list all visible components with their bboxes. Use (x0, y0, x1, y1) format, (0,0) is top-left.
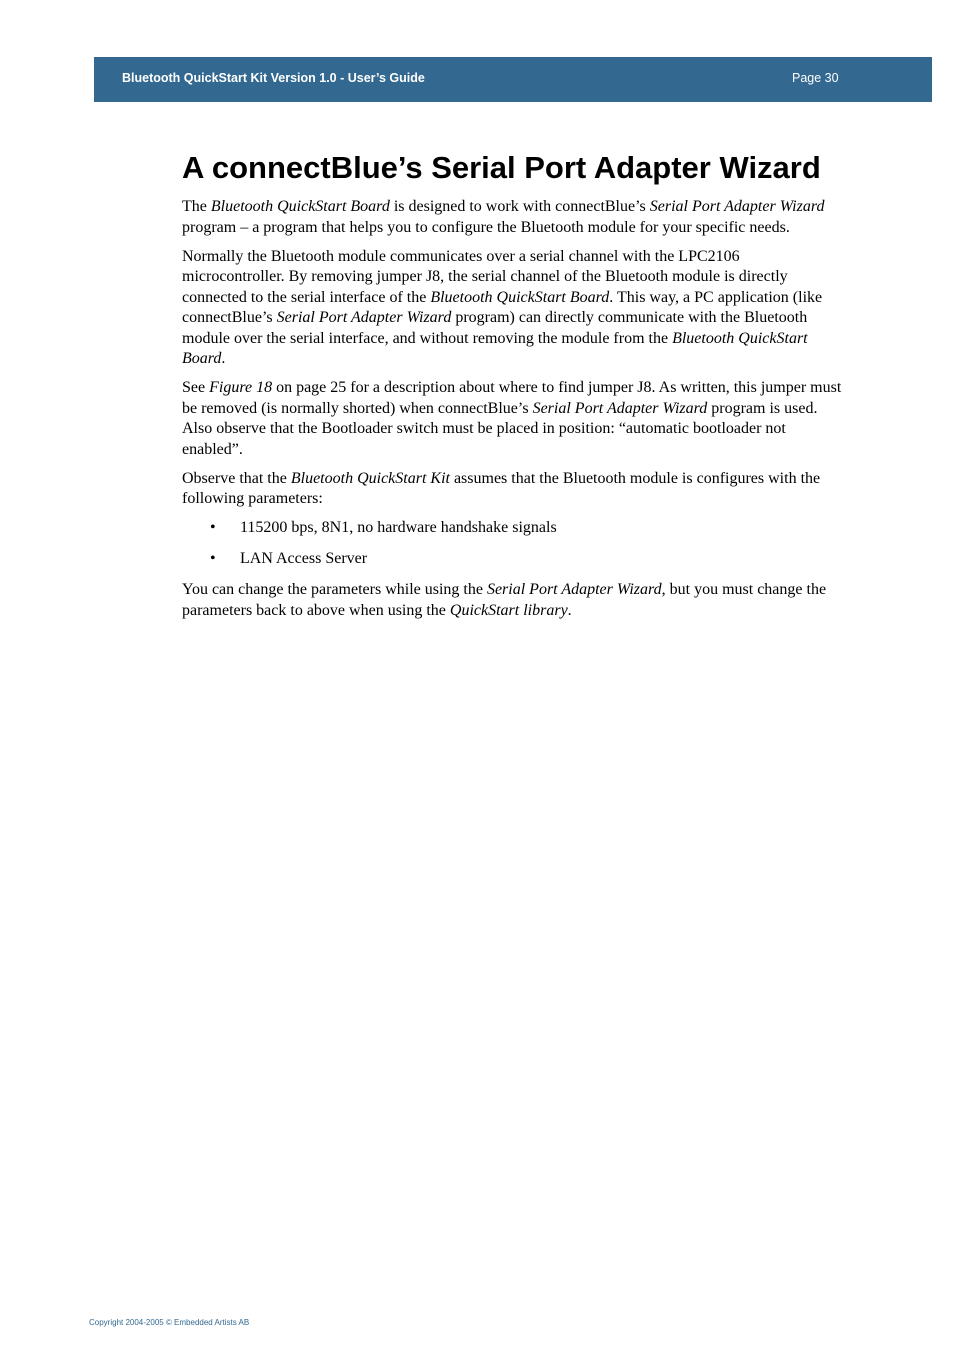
page-number: Page 30 (792, 71, 839, 85)
bullet-icon: • (210, 550, 216, 567)
italic-term: QuickStart library (449, 601, 568, 619)
text-run: Normally the Bluetooth module communicates over a serial channel with the LPC2106 microcontroller. By removing jumper J8, the serial channel of the Bluetooth module is directly connected to the serial interface of the (182, 247, 788, 306)
text-run: program is used. Also observe that the Bootloader switch must be placed in position: “automatic bootloader not enabled”. (182, 399, 818, 458)
text-run: program) can directly communicate with the Bluetooth module over the serial interface, and without removing the module from the (182, 309, 808, 347)
text-run: assumes that the Bluetooth module is configures with the following parameters: (182, 469, 821, 507)
bullet-icon: • (210, 519, 216, 536)
italic-term: Bluetooth QuickStart Kit (290, 469, 450, 487)
text-run: . (567, 601, 572, 619)
figure-reference: Figure 18 (209, 379, 273, 396)
page-header (94, 57, 932, 102)
italic-term: Bluetooth QuickStart Board (210, 198, 390, 215)
page-content (182, 150, 844, 630)
italic-term: Bluetooth QuickStart Board (430, 288, 610, 306)
paragraph-parameters (182, 469, 844, 510)
paragraph-intro (182, 197, 844, 238)
text-run: . This way, a PC application (like connectBlue’s (182, 288, 823, 326)
text-run: See (182, 379, 210, 396)
italic-term: Serial Port Adapter Wizard (276, 309, 452, 326)
list-item (182, 549, 844, 570)
text-run: on page 25 for a description about where to find jumper J8. As written, this jumper must be removed (is normally shorted) when connectBlue’s (182, 379, 842, 417)
text-run: The (182, 198, 211, 215)
paragraph-jumper (182, 378, 844, 460)
text-run: , but you must change the parameters back to above when using the (182, 581, 827, 619)
document-title: Bluetooth QuickStart Kit Version 1.0 - User’s Guide (122, 71, 425, 85)
text-run: . (221, 350, 226, 367)
list-item-text: 115200 bps, 8N1, no hardware handshake signals (240, 519, 557, 536)
list-item (182, 518, 844, 539)
italic-term: Serial Port Adapter Wizard (649, 198, 825, 215)
text-run: program – a program that helps you to configure the Bluetooth module for your specific needs. (182, 218, 790, 236)
italic-term: Bluetooth QuickStart Board (182, 329, 808, 367)
paragraph-serial-channel (182, 247, 844, 370)
italic-term: Serial Port Adapter Wizard (486, 581, 662, 598)
list-item-text: LAN Access Server (240, 550, 368, 567)
parameter-list (182, 518, 844, 570)
copyright-footer: Copyright 2004-2005 © Embedded Artists AB (89, 1318, 250, 1327)
text-run: You can change the parameters while using the (182, 581, 487, 598)
italic-term: Serial Port Adapter Wizard (532, 399, 708, 417)
section-heading: A connectBlue’s Serial Port Adapter Wizard (182, 150, 821, 185)
text-run: is designed to work with connectBlue’s (389, 198, 650, 215)
text-run: Observe that the (182, 469, 291, 487)
paragraph-change-parameters (182, 580, 844, 621)
